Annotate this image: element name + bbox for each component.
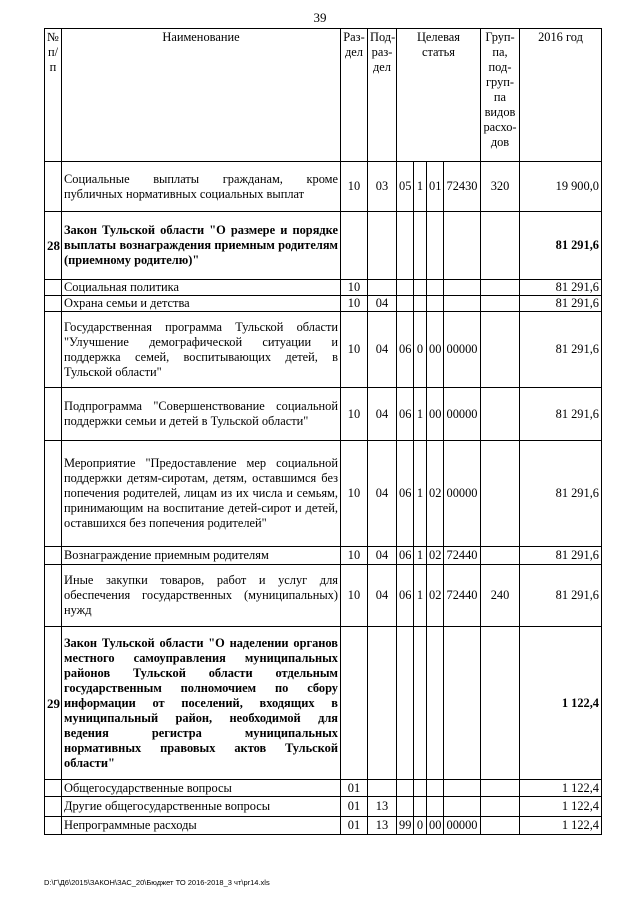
row-target-program — [397, 296, 414, 312]
row-vid — [481, 441, 520, 547]
row-num: 29 — [45, 627, 62, 780]
row-podrazdel: 03 — [368, 162, 397, 212]
row-podrazdel: 13 — [368, 817, 397, 835]
row-podrazdel — [368, 212, 397, 280]
header-vid: Груп- па, под- груп- па видов расхо- дов — [481, 29, 520, 162]
row-vid — [481, 312, 520, 388]
row-target-subprogram: 0 — [414, 312, 427, 388]
row-target-activity — [427, 627, 444, 780]
row-razdel: 01 — [341, 797, 368, 817]
row-target-program: 06 — [397, 388, 414, 441]
row-num — [45, 280, 62, 296]
row-name: Государственная программа Тульской области "Улучшение демографической ситуации и поддержка семей, воспитывающих детей, в Тульской области" — [62, 312, 341, 388]
row-razdel: 10 — [341, 280, 368, 296]
row-podrazdel: 13 — [368, 797, 397, 817]
budget-table — [44, 28, 602, 835]
row-name: Иные закупки товаров, работ и услуг для обеспечения государственных (муниципальных) нужд — [62, 565, 341, 627]
table-row — [45, 797, 602, 817]
row-sum: 81 291,6 — [520, 547, 602, 565]
row-podrazdel — [368, 627, 397, 780]
row-razdel: 10 — [341, 547, 368, 565]
table-header-row — [45, 29, 602, 162]
row-name: Социальные выплаты гражданам, кроме публичных нормативных социальных выплат — [62, 162, 341, 212]
file-path-footer: D:\Г\Д6\2015\ЗАКОН\ЗАС_20\Бюджет ТО 2016-2018_3 чт\pr14.xls — [44, 878, 270, 887]
row-target-direction: 72440 — [444, 565, 481, 627]
row-target-direction: 72440 — [444, 547, 481, 565]
row-razdel: 10 — [341, 296, 368, 312]
row-target-direction: 00000 — [444, 441, 481, 547]
row-target-activity: 02 — [427, 547, 444, 565]
row-target-direction — [444, 212, 481, 280]
row-num — [45, 388, 62, 441]
header-razdel: Раз- дел — [341, 29, 368, 162]
row-target-program — [397, 280, 414, 296]
row-target-program: 06 — [397, 441, 414, 547]
row-name: Охрана семьи и детства — [62, 296, 341, 312]
row-target-subprogram — [414, 780, 427, 797]
header-podrazdel: Под- раз- дел — [368, 29, 397, 162]
row-target-subprogram: 1 — [414, 565, 427, 627]
row-vid — [481, 388, 520, 441]
row-sum: 81 291,6 — [520, 280, 602, 296]
row-razdel: 10 — [341, 565, 368, 627]
row-razdel: 10 — [341, 388, 368, 441]
row-name: Закон Тульской области "О наделении органов местного самоуправления муниципальных районов Тульской области отдельным государственным полномочием по сбору информации от поселений, входящих в муниципальный район, необходимой для ведения регистра муниципальных нормативных правовых актов Тульской области" — [62, 627, 341, 780]
row-num — [45, 441, 62, 547]
row-podrazdel: 04 — [368, 388, 397, 441]
row-target-subprogram — [414, 627, 427, 780]
row-sum: 81 291,6 — [520, 565, 602, 627]
row-target-program — [397, 212, 414, 280]
row-target-subprogram — [414, 212, 427, 280]
row-target-direction: 72430 — [444, 162, 481, 212]
row-target-direction — [444, 797, 481, 817]
row-razdel: 01 — [341, 817, 368, 835]
header-num: № п/ п — [45, 29, 62, 162]
row-target-activity: 00 — [427, 817, 444, 835]
row-razdel: 10 — [341, 441, 368, 547]
row-target-program — [397, 797, 414, 817]
row-target-activity — [427, 780, 444, 797]
row-target-activity: 01 — [427, 162, 444, 212]
row-num — [45, 296, 62, 312]
table-row — [45, 547, 602, 565]
row-name: Непрограммные расходы — [62, 817, 341, 835]
row-target-direction — [444, 627, 481, 780]
row-sum: 1 122,4 — [520, 780, 602, 797]
row-target-activity — [427, 212, 444, 280]
row-target-direction: 00000 — [444, 817, 481, 835]
row-vid — [481, 296, 520, 312]
row-target-activity: 00 — [427, 388, 444, 441]
row-sum: 81 291,6 — [520, 212, 602, 280]
row-target-direction: 00000 — [444, 312, 481, 388]
row-num — [45, 817, 62, 835]
header-name: Наименование — [62, 29, 341, 162]
row-target-subprogram: 1 — [414, 441, 427, 547]
row-razdel: 01 — [341, 780, 368, 797]
row-target-program — [397, 780, 414, 797]
row-sum: 1 122,4 — [520, 817, 602, 835]
row-target-direction — [444, 280, 481, 296]
row-num — [45, 565, 62, 627]
row-target-subprogram: 1 — [414, 388, 427, 441]
row-target-direction — [444, 296, 481, 312]
row-sum: 1 122,4 — [520, 627, 602, 780]
row-num — [45, 780, 62, 797]
row-target-activity: 02 — [427, 441, 444, 547]
row-target-direction: 00000 — [444, 388, 481, 441]
row-target-program: 06 — [397, 312, 414, 388]
row-target-activity — [427, 797, 444, 817]
row-sum: 81 291,6 — [520, 441, 602, 547]
row-podrazdel: 04 — [368, 296, 397, 312]
header-year: 2016 год — [520, 29, 602, 162]
row-num — [45, 797, 62, 817]
row-name: Подпрограмма "Совершенствование социальной поддержки семьи и детей в Тульской области" — [62, 388, 341, 441]
row-razdel: 10 — [341, 312, 368, 388]
table-row — [45, 565, 602, 627]
table-row — [45, 312, 602, 388]
row-sum: 81 291,6 — [520, 312, 602, 388]
table-row — [45, 441, 602, 547]
row-razdel — [341, 627, 368, 780]
row-target-direction — [444, 780, 481, 797]
row-target-subprogram — [414, 280, 427, 296]
header-target: Целевая статья — [397, 29, 481, 162]
table-row — [45, 212, 602, 280]
row-name: Вознаграждение приемным родителям — [62, 547, 341, 565]
row-target-subprogram: 0 — [414, 817, 427, 835]
row-num — [45, 547, 62, 565]
row-razdel — [341, 212, 368, 280]
row-vid — [481, 547, 520, 565]
table-row — [45, 627, 602, 780]
row-vid — [481, 780, 520, 797]
page-number: 39 — [313, 10, 327, 25]
table-row — [45, 817, 602, 835]
row-target-program: 99 — [397, 817, 414, 835]
table-row — [45, 388, 602, 441]
row-target-activity — [427, 280, 444, 296]
row-podrazdel: 04 — [368, 547, 397, 565]
row-vid — [481, 280, 520, 296]
row-vid — [481, 817, 520, 835]
row-podrazdel — [368, 780, 397, 797]
row-name: Мероприятие "Предоставление мер социальной поддержки детям-сиротам, детям, оставшимся без попечения родителей, лицам из их числа и семьям, принимающим на воспитание детей-сирот и детей, оставшихся без попечения родителей" — [62, 441, 341, 547]
row-target-subprogram — [414, 797, 427, 817]
row-vid: 320 — [481, 162, 520, 212]
row-podrazdel: 04 — [368, 565, 397, 627]
row-num — [45, 162, 62, 212]
row-razdel: 10 — [341, 162, 368, 212]
row-sum: 81 291,6 — [520, 388, 602, 441]
table-row — [45, 162, 602, 212]
row-vid: 240 — [481, 565, 520, 627]
row-target-activity — [427, 296, 444, 312]
table-row — [45, 296, 602, 312]
row-name: Общегосударственные вопросы — [62, 780, 341, 797]
row-name: Социальная политика — [62, 280, 341, 296]
table-row — [45, 780, 602, 797]
row-target-subprogram: 1 — [414, 547, 427, 565]
row-target-subprogram: 1 — [414, 162, 427, 212]
table-row — [45, 280, 602, 296]
row-num — [45, 312, 62, 388]
row-target-program: 06 — [397, 565, 414, 627]
row-target-program — [397, 627, 414, 780]
row-target-activity: 00 — [427, 312, 444, 388]
row-sum: 19 900,0 — [520, 162, 602, 212]
row-target-subprogram — [414, 296, 427, 312]
row-podrazdel: 04 — [368, 312, 397, 388]
row-num: 28 — [45, 212, 62, 280]
row-podrazdel — [368, 280, 397, 296]
row-vid — [481, 212, 520, 280]
row-target-program: 06 — [397, 547, 414, 565]
row-podrazdel: 04 — [368, 441, 397, 547]
row-target-program: 05 — [397, 162, 414, 212]
row-sum: 1 122,4 — [520, 797, 602, 817]
row-vid — [481, 797, 520, 817]
row-name: Другие общегосударственные вопросы — [62, 797, 341, 817]
row-target-activity: 02 — [427, 565, 444, 627]
row-vid — [481, 627, 520, 780]
row-name: Закон Тульской области "О размере и порядке выплаты вознаграждения приемным родителям (приемному родителю)" — [62, 212, 341, 280]
row-sum: 81 291,6 — [520, 296, 602, 312]
